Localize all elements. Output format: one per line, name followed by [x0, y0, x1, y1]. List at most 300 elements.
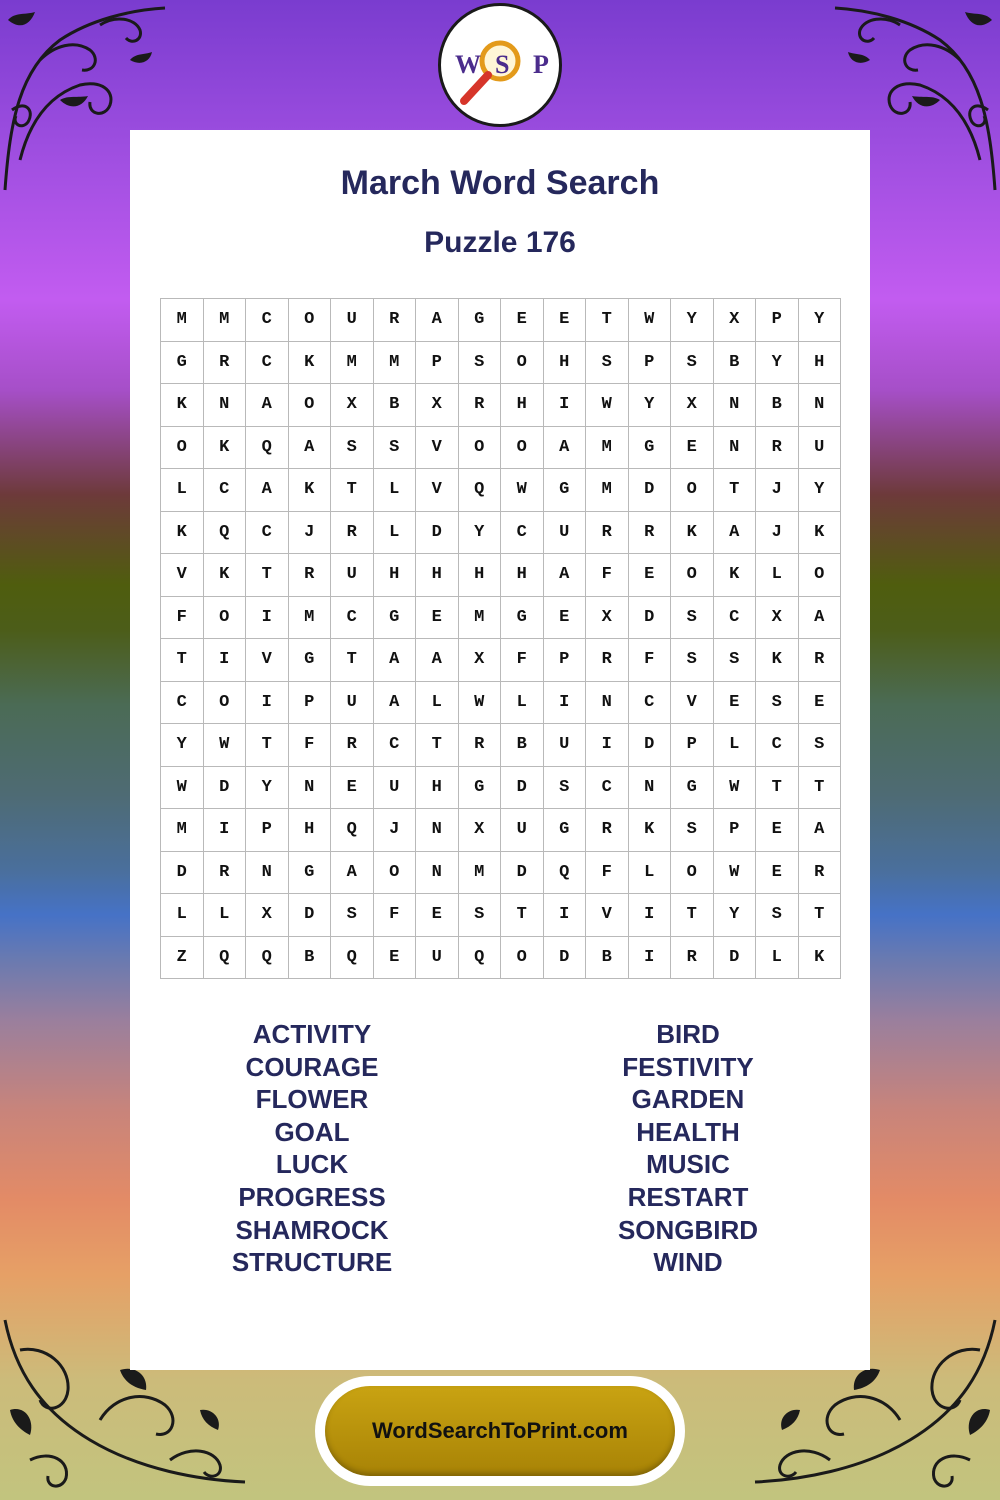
- grid-cell[interactable]: A: [416, 299, 459, 342]
- grid-cell[interactable]: I: [246, 682, 289, 725]
- grid-cell[interactable]: M: [586, 469, 629, 512]
- grid-cell[interactable]: D: [289, 894, 332, 937]
- grid-cell[interactable]: R: [374, 299, 417, 342]
- grid-cell[interactable]: S: [586, 342, 629, 385]
- grid-cell[interactable]: E: [756, 809, 799, 852]
- grid-cell[interactable]: S: [544, 767, 587, 810]
- grid-cell[interactable]: Y: [671, 299, 714, 342]
- grid-row: [161, 852, 841, 895]
- grid-cell[interactable]: A: [246, 384, 289, 427]
- grid-cell[interactable]: X: [459, 639, 502, 682]
- grid-cell[interactable]: R: [671, 937, 714, 980]
- grid-cell[interactable]: N: [629, 767, 672, 810]
- footer-badge: [315, 1376, 685, 1486]
- grid-cell[interactable]: P: [416, 342, 459, 385]
- grid-cell[interactable]: Q: [331, 937, 374, 980]
- grid-cell[interactable]: F: [289, 724, 332, 767]
- grid-cell[interactable]: Q: [331, 809, 374, 852]
- grid-cell[interactable]: P: [671, 724, 714, 767]
- grid-row: [161, 682, 841, 725]
- word-list-right: [518, 1018, 858, 1279]
- grid-cell[interactable]: N: [714, 427, 757, 470]
- grid-cell[interactable]: M: [459, 597, 502, 640]
- grid-cell[interactable]: D: [416, 512, 459, 555]
- word-list-item: BIRD: [656, 1019, 720, 1049]
- grid-cell[interactable]: I: [629, 894, 672, 937]
- grid-cell[interactable]: I: [544, 682, 587, 725]
- grid-cell[interactable]: E: [544, 597, 587, 640]
- grid-cell[interactable]: U: [331, 299, 374, 342]
- grid-cell[interactable]: J: [289, 512, 332, 555]
- grid-cell[interactable]: F: [629, 639, 672, 682]
- grid-cell[interactable]: Q: [459, 937, 502, 980]
- grid-cell[interactable]: A: [544, 554, 587, 597]
- grid-cell[interactable]: T: [246, 724, 289, 767]
- grid-cell[interactable]: J: [756, 512, 799, 555]
- grid-cell[interactable]: G: [161, 342, 204, 385]
- grid-cell[interactable]: R: [459, 724, 502, 767]
- grid-cell[interactable]: M: [161, 809, 204, 852]
- grid-cell[interactable]: L: [501, 682, 544, 725]
- grid-cell[interactable]: R: [756, 427, 799, 470]
- grid-cell[interactable]: D: [629, 469, 672, 512]
- grid-cell[interactable]: L: [204, 894, 247, 937]
- word-list-item: STRUCTURE: [231, 1247, 393, 1278]
- grid-cell[interactable]: B: [714, 342, 757, 385]
- grid-cell[interactable]: G: [374, 597, 417, 640]
- grid-cell[interactable]: O: [501, 937, 544, 980]
- page-title: March Word Search: [340, 164, 660, 202]
- grid-cell[interactable]: H: [501, 554, 544, 597]
- grid-cell[interactable]: W: [204, 724, 247, 767]
- grid-cell[interactable]: H: [459, 554, 502, 597]
- grid-cell[interactable]: K: [204, 554, 247, 597]
- grid-cell[interactable]: O: [289, 384, 332, 427]
- grid-row: [161, 809, 841, 852]
- grid-cell[interactable]: A: [799, 809, 842, 852]
- grid-cell[interactable]: Y: [161, 724, 204, 767]
- grid-cell[interactable]: B: [501, 724, 544, 767]
- grid-cell[interactable]: I: [246, 597, 289, 640]
- grid-cell[interactable]: C: [246, 299, 289, 342]
- grid-cell[interactable]: U: [799, 427, 842, 470]
- grid-cell[interactable]: I: [586, 724, 629, 767]
- grid-cell[interactable]: C: [161, 682, 204, 725]
- grid-cell[interactable]: P: [756, 299, 799, 342]
- grid-cell[interactable]: K: [799, 937, 842, 980]
- grid-cell[interactable]: H: [416, 767, 459, 810]
- grid-cell[interactable]: S: [459, 342, 502, 385]
- grid-cell[interactable]: J: [374, 809, 417, 852]
- grid-cell[interactable]: M: [289, 597, 332, 640]
- grid-cell[interactable]: D: [204, 767, 247, 810]
- grid-cell[interactable]: Y: [246, 767, 289, 810]
- grid-cell[interactable]: R: [331, 512, 374, 555]
- grid-cell[interactable]: C: [246, 512, 289, 555]
- grid-cell[interactable]: Q: [459, 469, 502, 512]
- grid-row: [161, 427, 841, 470]
- grid-cell[interactable]: K: [289, 342, 332, 385]
- grid-cell[interactable]: M: [459, 852, 502, 895]
- word-list-item: HEALTH: [636, 1116, 740, 1147]
- grid-cell[interactable]: N: [204, 384, 247, 427]
- grid-cell[interactable]: U: [374, 767, 417, 810]
- grid-cell[interactable]: L: [161, 469, 204, 512]
- grid-cell[interactable]: C: [756, 724, 799, 767]
- grid-cell[interactable]: F: [374, 894, 417, 937]
- grid-cell[interactable]: Q: [246, 937, 289, 980]
- grid-cell[interactable]: T: [416, 724, 459, 767]
- grid-cell[interactable]: P: [246, 809, 289, 852]
- grid-cell[interactable]: Y: [799, 299, 842, 342]
- grid-cell[interactable]: E: [714, 682, 757, 725]
- grid-cell[interactable]: G: [629, 427, 672, 470]
- grid-cell[interactable]: Q: [204, 937, 247, 980]
- grid-cell[interactable]: W: [586, 384, 629, 427]
- grid-cell[interactable]: A: [374, 639, 417, 682]
- grid-cell[interactable]: K: [799, 512, 842, 555]
- grid-cell[interactable]: W: [459, 682, 502, 725]
- grid-cell[interactable]: I: [629, 937, 672, 980]
- website-link[interactable]: [325, 1386, 675, 1476]
- grid-cell[interactable]: I: [544, 384, 587, 427]
- grid-cell[interactable]: A: [416, 639, 459, 682]
- grid-cell[interactable]: H: [501, 384, 544, 427]
- grid-cell[interactable]: S: [459, 894, 502, 937]
- grid-cell[interactable]: P: [544, 639, 587, 682]
- grid-cell[interactable]: W: [714, 852, 757, 895]
- grid-cell[interactable]: H: [544, 342, 587, 385]
- grid-cell[interactable]: D: [629, 597, 672, 640]
- grid-cell[interactable]: H: [416, 554, 459, 597]
- grid-cell[interactable]: V: [586, 894, 629, 937]
- grid-row: [161, 469, 841, 512]
- logo-letter-p: P: [533, 50, 549, 79]
- grid-cell[interactable]: D: [161, 852, 204, 895]
- grid-cell[interactable]: K: [629, 809, 672, 852]
- grid-cell[interactable]: O: [671, 852, 714, 895]
- grid-cell[interactable]: F: [586, 852, 629, 895]
- grid-cell[interactable]: E: [501, 299, 544, 342]
- grid-cell[interactable]: V: [416, 427, 459, 470]
- grid-cell[interactable]: E: [544, 299, 587, 342]
- grid-cell[interactable]: C: [246, 342, 289, 385]
- grid-cell[interactable]: V: [161, 554, 204, 597]
- grid-cell[interactable]: V: [246, 639, 289, 682]
- grid-cell[interactable]: S: [331, 894, 374, 937]
- grid-row: [161, 767, 841, 810]
- grid-cell[interactable]: H: [374, 554, 417, 597]
- grid-cell[interactable]: A: [246, 469, 289, 512]
- grid-cell[interactable]: A: [714, 512, 757, 555]
- grid-cell[interactable]: T: [331, 469, 374, 512]
- grid-cell[interactable]: T: [246, 554, 289, 597]
- grid-cell[interactable]: D: [501, 767, 544, 810]
- grid-row: [161, 554, 841, 597]
- grid-cell[interactable]: S: [374, 427, 417, 470]
- grid-cell[interactable]: L: [416, 682, 459, 725]
- grid-cell[interactable]: T: [161, 639, 204, 682]
- word-list-item: ACTIVITY: [252, 1019, 372, 1049]
- grid-row: [161, 937, 841, 980]
- grid-cell[interactable]: S: [756, 682, 799, 725]
- grid-cell[interactable]: R: [586, 512, 629, 555]
- word-list-item: FLOWER: [255, 1084, 369, 1115]
- grid-cell[interactable]: N: [416, 852, 459, 895]
- logo-letter-w: W: [455, 50, 481, 79]
- grid-cell[interactable]: O: [799, 554, 842, 597]
- grid-cell[interactable]: N: [289, 767, 332, 810]
- grid-cell[interactable]: T: [799, 894, 842, 937]
- grid-cell[interactable]: W: [501, 469, 544, 512]
- grid-cell[interactable]: S: [331, 427, 374, 470]
- grid-cell[interactable]: Q: [544, 852, 587, 895]
- word-list-item: WIND: [653, 1247, 723, 1278]
- grid-cell[interactable]: R: [459, 384, 502, 427]
- grid-cell[interactable]: E: [331, 767, 374, 810]
- grid-cell[interactable]: T: [756, 767, 799, 810]
- grid-cell[interactable]: M: [374, 342, 417, 385]
- grid-cell[interactable]: X: [246, 894, 289, 937]
- grid-cell[interactable]: F: [501, 639, 544, 682]
- grid-cell[interactable]: Q: [246, 427, 289, 470]
- grid-cell[interactable]: X: [756, 597, 799, 640]
- word-list-left: [142, 1018, 482, 1279]
- grid-cell[interactable]: G: [671, 767, 714, 810]
- grid-cell[interactable]: U: [331, 554, 374, 597]
- grid-cell[interactable]: R: [799, 639, 842, 682]
- grid-cell[interactable]: B: [374, 384, 417, 427]
- grid-cell[interactable]: V: [416, 469, 459, 512]
- grid-cell[interactable]: S: [799, 724, 842, 767]
- grid-cell[interactable]: X: [331, 384, 374, 427]
- grid-cell[interactable]: K: [714, 554, 757, 597]
- grid-cell[interactable]: R: [331, 724, 374, 767]
- grid-row: [161, 724, 841, 767]
- grid-row: [161, 512, 841, 555]
- word-list-item: LUCK: [275, 1149, 349, 1180]
- grid-cell[interactable]: L: [756, 554, 799, 597]
- grid-cell[interactable]: D: [501, 852, 544, 895]
- grid-cell[interactable]: W: [161, 767, 204, 810]
- grid-cell[interactable]: D: [714, 937, 757, 980]
- grid-cell[interactable]: B: [586, 937, 629, 980]
- grid-cell[interactable]: K: [204, 427, 247, 470]
- grid-cell[interactable]: E: [799, 682, 842, 725]
- grid-cell[interactable]: T: [799, 767, 842, 810]
- grid-cell[interactable]: S: [671, 809, 714, 852]
- grid-cell[interactable]: C: [714, 597, 757, 640]
- grid-cell[interactable]: A: [799, 597, 842, 640]
- puzzle-sheet: [130, 130, 870, 1370]
- grid-cell[interactable]: P: [629, 342, 672, 385]
- grid-cell[interactable]: M: [204, 299, 247, 342]
- word-list-item: COURAGE: [245, 1051, 379, 1082]
- grid-cell[interactable]: G: [459, 299, 502, 342]
- grid-cell[interactable]: W: [714, 767, 757, 810]
- grid-row: [161, 597, 841, 640]
- grid-cell[interactable]: R: [799, 852, 842, 895]
- grid-cell[interactable]: R: [204, 852, 247, 895]
- grid-cell[interactable]: N: [246, 852, 289, 895]
- grid-cell[interactable]: C: [586, 767, 629, 810]
- grid-cell[interactable]: X: [714, 299, 757, 342]
- grid-cell[interactable]: A: [289, 427, 332, 470]
- grid-cell[interactable]: P: [714, 809, 757, 852]
- grid-cell[interactable]: E: [629, 554, 672, 597]
- grid-cell[interactable]: L: [161, 894, 204, 937]
- grid-cell[interactable]: B: [289, 937, 332, 980]
- grid-cell[interactable]: E: [416, 597, 459, 640]
- grid-cell[interactable]: G: [544, 809, 587, 852]
- grid-cell[interactable]: I: [544, 894, 587, 937]
- word-list-item: MUSIC: [646, 1149, 730, 1180]
- grid-cell[interactable]: Y: [799, 469, 842, 512]
- grid-cell[interactable]: X: [671, 384, 714, 427]
- word-list-item: GOAL: [274, 1116, 350, 1147]
- grid-cell[interactable]: U: [416, 937, 459, 980]
- site-logo[interactable]: [438, 3, 562, 127]
- grid-cell[interactable]: I: [204, 809, 247, 852]
- logo-letter-s: S: [495, 50, 510, 79]
- grid-cell[interactable]: O: [204, 682, 247, 725]
- word-list-item: PROGRESS: [238, 1181, 386, 1212]
- grid-cell[interactable]: A: [331, 852, 374, 895]
- puzzle-number: Puzzle 176: [424, 226, 576, 259]
- grid-cell[interactable]: O: [501, 427, 544, 470]
- grid-cell[interactable]: C: [629, 682, 672, 725]
- grid-cell[interactable]: E: [374, 937, 417, 980]
- word-list-item: GARDEN: [631, 1084, 745, 1115]
- grid-cell[interactable]: P: [289, 682, 332, 725]
- grid-cell[interactable]: R: [629, 512, 672, 555]
- grid-cell[interactable]: U: [501, 809, 544, 852]
- grid-cell[interactable]: O: [374, 852, 417, 895]
- grid-cell[interactable]: G: [501, 597, 544, 640]
- grid-cell[interactable]: S: [756, 894, 799, 937]
- grid-cell[interactable]: L: [629, 852, 672, 895]
- grid-cell[interactable]: S: [714, 639, 757, 682]
- grid-cell[interactable]: O: [289, 299, 332, 342]
- grid-cell[interactable]: K: [756, 639, 799, 682]
- grid-row: [161, 639, 841, 682]
- grid-cell[interactable]: C: [501, 512, 544, 555]
- grid-cell[interactable]: S: [671, 639, 714, 682]
- grid-cell[interactable]: K: [671, 512, 714, 555]
- grid-cell[interactable]: B: [756, 384, 799, 427]
- grid-cell[interactable]: O: [501, 342, 544, 385]
- grid-cell[interactable]: G: [289, 639, 332, 682]
- grid-cell[interactable]: F: [161, 597, 204, 640]
- website-url: WordSearchToPrint.com: [372, 1418, 628, 1443]
- grid-cell[interactable]: M: [586, 427, 629, 470]
- grid-row: [161, 342, 841, 385]
- grid-cell[interactable]: X: [459, 809, 502, 852]
- grid-cell[interactable]: V: [671, 682, 714, 725]
- grid-cell[interactable]: M: [331, 342, 374, 385]
- grid-cell[interactable]: L: [756, 937, 799, 980]
- grid-cell[interactable]: X: [586, 597, 629, 640]
- word-list-item: FESTIVITY: [622, 1051, 754, 1082]
- grid-cell[interactable]: Q: [204, 512, 247, 555]
- grid-row: [161, 299, 841, 342]
- grid-cell[interactable]: G: [459, 767, 502, 810]
- grid-cell[interactable]: Z: [161, 937, 204, 980]
- grid-cell[interactable]: L: [374, 469, 417, 512]
- grid-row: [161, 384, 841, 427]
- grid-cell[interactable]: O: [161, 427, 204, 470]
- grid-cell[interactable]: D: [544, 937, 587, 980]
- grid-cell[interactable]: T: [501, 894, 544, 937]
- grid-cell[interactable]: R: [586, 809, 629, 852]
- grid-cell[interactable]: T: [586, 299, 629, 342]
- grid-cell[interactable]: S: [671, 597, 714, 640]
- grid-cell[interactable]: K: [289, 469, 332, 512]
- grid-cell[interactable]: S: [671, 342, 714, 385]
- grid-cell[interactable]: G: [289, 852, 332, 895]
- grid-cell[interactable]: A: [374, 682, 417, 725]
- grid-row: [161, 894, 841, 937]
- grid-cell[interactable]: L: [374, 512, 417, 555]
- grid-cell[interactable]: C: [204, 469, 247, 512]
- grid-cell[interactable]: N: [714, 384, 757, 427]
- grid-cell[interactable]: X: [416, 384, 459, 427]
- grid-cell[interactable]: E: [671, 427, 714, 470]
- word-list-item: RESTART: [627, 1181, 749, 1212]
- grid-cell[interactable]: R: [289, 554, 332, 597]
- grid-cell[interactable]: E: [756, 852, 799, 895]
- grid-cell[interactable]: C: [331, 597, 374, 640]
- grid-cell[interactable]: N: [799, 384, 842, 427]
- word-list-item: SONGBIRD: [617, 1214, 759, 1245]
- grid-cell[interactable]: U: [331, 682, 374, 725]
- grid-cell[interactable]: H: [799, 342, 842, 385]
- grid-cell[interactable]: U: [544, 724, 587, 767]
- grid-cell[interactable]: I: [204, 639, 247, 682]
- grid-cell[interactable]: N: [586, 682, 629, 725]
- grid-cell[interactable]: L: [714, 724, 757, 767]
- grid-cell[interactable]: G: [544, 469, 587, 512]
- grid-cell[interactable]: O: [459, 427, 502, 470]
- grid-cell[interactable]: J: [756, 469, 799, 512]
- grid-cell[interactable]: Y: [714, 894, 757, 937]
- grid-cell[interactable]: K: [161, 384, 204, 427]
- grid-cell[interactable]: C: [374, 724, 417, 767]
- grid-cell[interactable]: F: [586, 554, 629, 597]
- grid-cell[interactable]: Y: [629, 384, 672, 427]
- grid-cell[interactable]: A: [544, 427, 587, 470]
- grid-cell[interactable]: O: [671, 469, 714, 512]
- grid-cell[interactable]: R: [586, 639, 629, 682]
- grid-cell[interactable]: N: [416, 809, 459, 852]
- word-list-item: SHAMROCK: [235, 1214, 389, 1245]
- grid-cell[interactable]: O: [671, 554, 714, 597]
- grid-cell[interactable]: W: [629, 299, 672, 342]
- grid-cell[interactable]: Y: [459, 512, 502, 555]
- grid-cell[interactable]: T: [671, 894, 714, 937]
- grid-cell[interactable]: K: [161, 512, 204, 555]
- grid-cell[interactable]: T: [331, 639, 374, 682]
- grid-cell[interactable]: Y: [756, 342, 799, 385]
- grid-cell[interactable]: U: [544, 512, 587, 555]
- grid-cell[interactable]: O: [204, 597, 247, 640]
- grid-cell[interactable]: R: [204, 342, 247, 385]
- grid-cell[interactable]: D: [629, 724, 672, 767]
- grid-cell[interactable]: M: [161, 299, 204, 342]
- grid-cell[interactable]: H: [289, 809, 332, 852]
- grid-cell[interactable]: T: [714, 469, 757, 512]
- grid-cell[interactable]: E: [416, 894, 459, 937]
